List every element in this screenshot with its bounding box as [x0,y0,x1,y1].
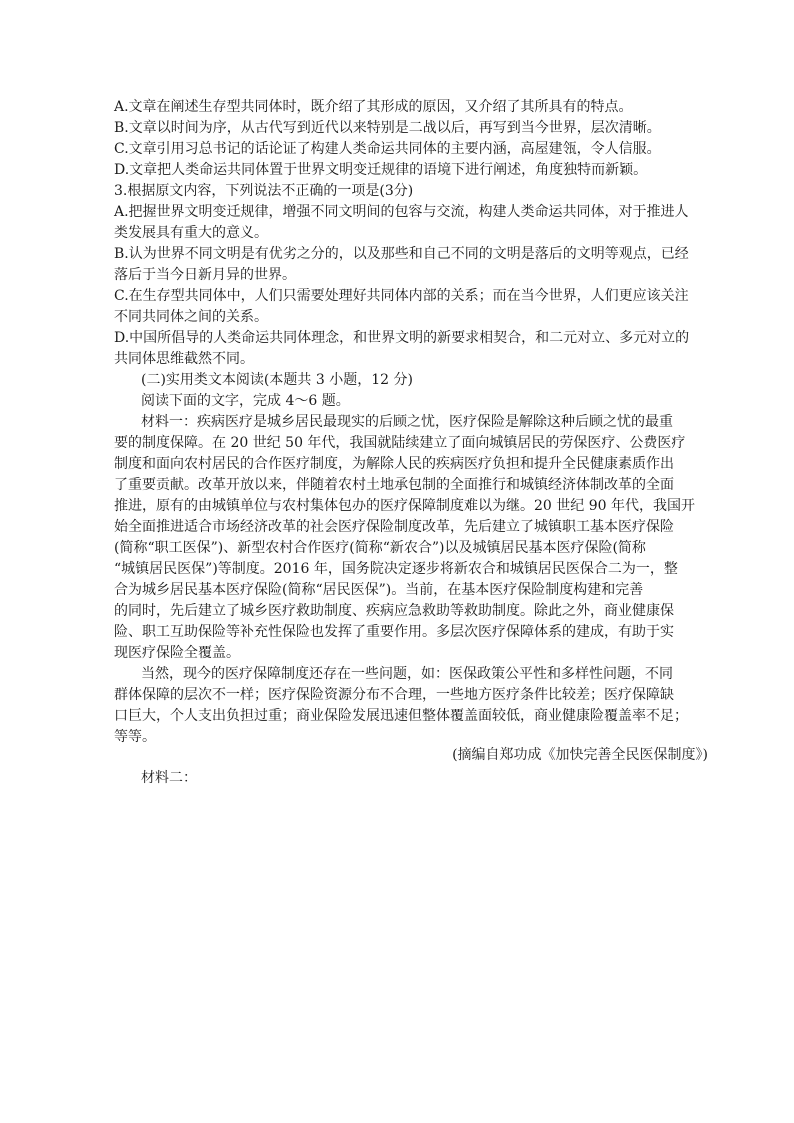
option-b-line: B.文章以时间为序，从古代写到近代以来特别是二战以后，再写到当今世界，层次清晰。 [114,120,661,136]
source-citation: (摘编自郑功成《加快完善全民医保制度》) [452,747,708,763]
material-1-paragraph-2: 口巨大，个人支出负担过重；商业保险发展迅速但整体覆盖面较低，商业健康险覆盖率不足； [114,708,688,724]
material-1-line: 的同时，先后建立了城乡医疗救助制度、疾病应急救助等救助制度。除此之外，商业健康保 [114,603,674,619]
material-1-line: 始全面推进适合市场经济改革的社会医疗保险制度改革，先后建立了城镇职工基本医疗保险 [114,519,674,535]
material-1-line: (简称“职工医保”)、新型农村合作医疗(简称“新农合”)以及城镇居民基本医疗保险(简称 [114,540,646,556]
option-d-line: D.文章把人类命运共同体置于世界文明变迁规律的语境下进行阐述，角度独特而新颖。 [114,162,648,178]
section-heading: (二)实用类文本阅读(本题共 3 小题，12 分) [141,372,413,388]
material-1-line: 推进，原有的由城镇单位与农村集体包办的医疗保障制度难以为继。20 世纪 90 年代，我国开 [114,498,695,514]
q3-option-a-line1: A.把握世界文明变迁规律，增强不同文明间的包容与交流，构建人类命运共同体，对于推进人 [114,204,689,220]
q3-option-b-line1: B.认为世界不同文明是有优劣之分的，以及那些和自己不同的文明是落后的文明等观点，已经 [114,246,689,262]
material-1-line: 了重要贡献。改革开放以来，伴随着农村土地承包制的全面推行和城镇经济体制改革的全面 [114,477,674,493]
material-1-line: 要的制度保障。在 20 世纪 50 年代，我国就陆续建立了面向城镇居民的劳保医疗、公费医疗 [114,435,686,451]
material-1-paragraph-2: 群体保障的层次不一样；医疗保险资源分布不合理，一些地方医疗条件比较差；医疗保障缺 [114,687,674,703]
q3-option-d-line1: D.中国所倡导的人类命运共同体理念，和世界文明的新要求相契合，和二元对立、多元对立的 [114,330,690,346]
material-1-line: 合为城乡居民基本医疗保险(简称“居民医保”)。当前，在基本医疗保险制度构建和完善 [114,582,644,598]
q3-option-c-line1: C.在生存型共同体中，人们只需要处理好共同体内部的关系；而在当今世界，人们更应该关注 [114,288,689,304]
material-1-line: 险、职工互助保险等补充性保险也发挥了重要作用。多层次医疗保障体系的建成，有助于实 [114,624,674,640]
material-1-line: 材料一：疾病医疗是城乡居民最现实的后顾之忧，医疗保险是解除这种后顾之忧的最重 [141,414,673,430]
option-c-line: C.文章引用习总书记的话论证了构建人类命运共同体的主要内涵，高屋建瓴，令人信服。 [114,141,661,157]
q3-option-c-line2: 不同共同体之间的关系。 [114,309,268,325]
material-1-paragraph-2: 当然，现今的医疗保障制度还存在一些问题，如：医保政策公平性和多样性问题，不同 [141,666,673,682]
material-1-line: “城镇居民医保”)等制度。2016 年，国务院决定逐步将新农合和城镇居民医保合二为一，整 [114,561,678,577]
q3-option-b-line2: 落后于当今日新月异的世界。 [114,267,296,283]
question-3-stem: 3.根据原文内容，下列说法不正确的一项是(3分) [114,183,414,199]
reading-instruction: 阅读下面的文字，完成 4～6 题。 [141,393,350,409]
material-2-heading: 材料二： [141,770,197,786]
option-a-line: A.文章在阐述生存型共同体时，既介绍了其形成的原因，又介绍了其所具有的特点。 [114,99,633,115]
q3-option-d-line2: 共同体思维截然不同。 [114,351,254,367]
q3-option-a-line2: 类发展具有重大的意义。 [114,225,268,241]
material-1-line: 现医疗保险全覆盖。 [114,645,240,661]
material-1-line: 制度和面向农村居民的合作医疗制度，为解除人民的疾病医疗负担和提升全民健康素质作出 [114,456,674,472]
material-1-paragraph-2: 等等。 [114,729,156,745]
